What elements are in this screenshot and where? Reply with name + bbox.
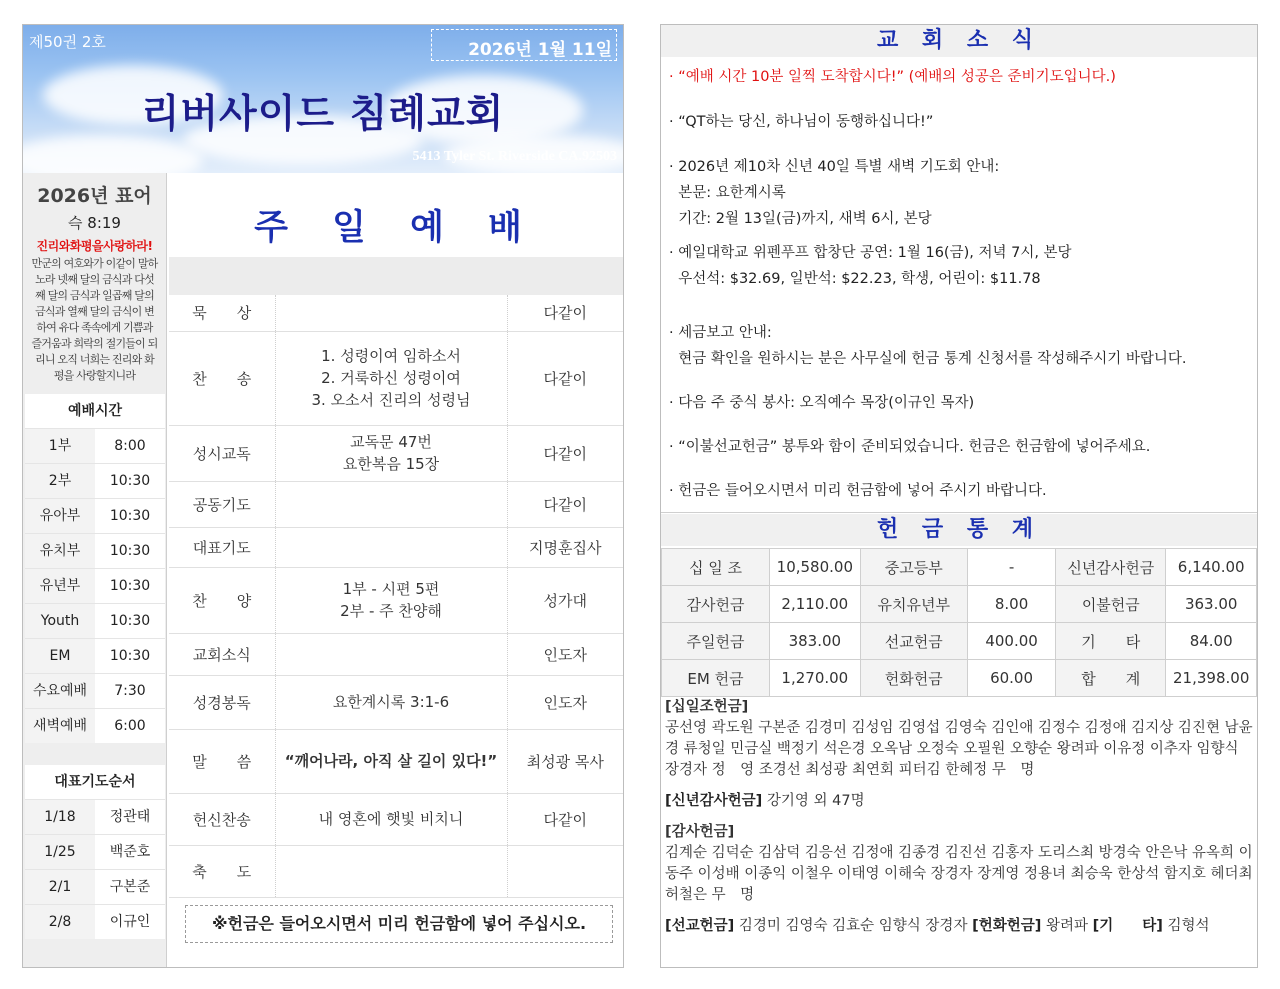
worship-leader: 다같이: [507, 481, 623, 527]
news-list: [661, 58, 1257, 513]
worship-item: 묵 상: [169, 295, 275, 331]
offering-value: 84.00: [1166, 623, 1257, 660]
worship-item: 공동기도: [169, 481, 275, 527]
header-banner: [23, 25, 623, 173]
offering-value: 363.00: [1166, 586, 1257, 623]
motto-year: 2026년 표어: [37, 185, 152, 207]
worship-content-line: 3. 오소서 진리의 성령님: [311, 391, 471, 409]
service-time-row: [25, 603, 165, 638]
worship-content: [275, 675, 507, 729]
worship-leader: 다같이: [507, 793, 623, 845]
service-time-row: [25, 498, 165, 533]
prayer-order-list: [25, 799, 165, 939]
news-line: · 헌금은 들어오시면서 미리 헌금함에 넣어 주시기 바랍니다.: [669, 483, 1047, 499]
motto-verse-line: 만군의 여호와가 이같이 말하: [31, 257, 158, 270]
service-time: 10:30: [109, 543, 151, 559]
donor-block: [665, 791, 1255, 812]
church-address: 5413 Tyler St. Riverside CA.92503: [412, 149, 617, 164]
worship-leader: 다같이: [507, 425, 623, 481]
worship-content: [275, 793, 507, 845]
offering-value: 400.00: [967, 623, 1055, 660]
worship-content-line: 요한복음 15장: [342, 455, 440, 473]
offering-value: -: [967, 549, 1055, 586]
offering-label: 유치유년부: [860, 586, 967, 623]
news-line: 우선석: $32.69, 일반석: $22.23, 학생, 어린이: $11.78: [669, 271, 1041, 287]
service-time: 6:00: [114, 718, 146, 734]
service-name: Youth: [25, 604, 95, 638]
service-name: 2부: [25, 464, 95, 498]
donor-list: [665, 697, 1255, 947]
worship-order-table: [169, 295, 623, 898]
worship-leader: 성가대: [507, 567, 623, 633]
prayer-leader: 이규인: [109, 914, 151, 930]
donor-category: [기 타]: [1092, 918, 1163, 934]
service-name: 수요예배: [25, 674, 95, 708]
news-item: [669, 320, 1187, 372]
worship-leader: 인도자: [507, 633, 623, 675]
motto-verse-line: 금식과 열째 달의 금식이 변: [35, 305, 154, 318]
worship-order-row: [169, 527, 623, 567]
worship-leader: 인도자: [507, 675, 623, 729]
donor-category: [선교헌금]: [665, 918, 735, 934]
service-time: 10:30: [109, 508, 151, 524]
motto-verse-line: 째 달의 금식과 일곱째 달의: [35, 289, 154, 302]
worship-item: 말 씀: [169, 729, 275, 793]
motto-verse-line: 노라 넷째 달의 금식과 다섯: [35, 273, 154, 286]
donor-block: [665, 697, 1255, 781]
worship-item: 찬 송: [169, 331, 275, 425]
offering-label: 신년감사헌금: [1056, 549, 1166, 586]
donor-category: [신년감사헌금]: [665, 793, 763, 809]
service-time: 8:00: [114, 438, 146, 454]
donor-names: 김형석: [1167, 918, 1210, 934]
news-item: [669, 154, 999, 232]
news-item: [669, 390, 974, 416]
worship-leader: [507, 845, 623, 897]
offering-label: 십 일 조: [662, 549, 770, 586]
worship-content: [275, 729, 507, 793]
offering-value: 8.00: [967, 586, 1055, 623]
prayer-date: 2/1: [25, 870, 95, 904]
worship-item: 성경봉독: [169, 675, 275, 729]
worship-content: [275, 633, 507, 675]
prayer-date: 1/25: [25, 835, 95, 869]
service-name: 유치부: [25, 534, 95, 568]
prayer-date: 1/18: [25, 800, 95, 834]
offering-label: 감사헌금: [662, 586, 770, 623]
offering-table: [661, 548, 1257, 697]
worship-order-row: [169, 729, 623, 793]
donor-category: [헌화헌금]: [972, 918, 1042, 934]
service-time-row: [25, 428, 165, 463]
news-line: · “QT하는 당신, 하나님이 동행하십니다!”: [669, 114, 934, 130]
prayer-order-title: 대표기도순서: [54, 774, 136, 790]
offering-title: 헌 금 통 계: [661, 514, 1257, 546]
news-line: 기간: 2월 13일(금)까지, 새벽 6시, 본당: [669, 211, 932, 227]
prayer-leader: 정관태: [109, 809, 151, 825]
prayer-order-box: [25, 765, 165, 939]
worship-order-row: [169, 481, 623, 527]
worship-order-row: [169, 675, 623, 729]
offering-label: EM 헌금: [662, 660, 770, 697]
news-line: · “이불선교헌금” 봉투와 함이 준비되었습니다. 헌금은 헌금함에 넣어주세요.: [669, 439, 1151, 455]
donor-names: 공선영 곽도원 구본준 김경미 김성임 김영섭 김영숙 김인애 김정수 김정애 김지상 김진현 남윤경 류청일 민금실 백정기 석은경 오옥남 오정숙 오필원 오향순 왕려파 이유정 이추자 임향식 장경자 정 영 조경선 최성광 최연회 피터김 한혜정 무 명: [665, 720, 1253, 778]
offering-value: 10,580.00: [770, 549, 861, 586]
news-line: 현금 확인을 원하시는 분은 사무실에 헌금 통계 신청서를 작성해주시기 바랍니다.: [669, 351, 1187, 367]
worship-order-row: [169, 633, 623, 675]
offering-row: [662, 586, 1257, 623]
offering-label: 이불헌금: [1056, 586, 1166, 623]
news-line: · 다음 주 중식 봉사: 오직예수 목장(이규인 목자): [669, 395, 975, 411]
offering-value: 383.00: [770, 623, 861, 660]
news-line: · 세금보고 안내:: [669, 325, 772, 341]
prayer-order-row: [25, 869, 165, 904]
worship-item: 교회소식: [169, 633, 275, 675]
church-name: 리버사이드 침례교회: [141, 92, 505, 137]
news-item: [669, 109, 933, 135]
offering-value: 6,140.00: [1166, 549, 1257, 586]
offering-row: [662, 623, 1257, 660]
worship-order-row: [169, 567, 623, 633]
motto-verse-line: 하여 유다 족속에게 기쁨과: [36, 321, 153, 334]
worship-content: [275, 527, 507, 567]
service-time-row: [25, 708, 165, 743]
prayer-date: 2/8: [25, 905, 95, 939]
worship-title: 주 일 예 배: [254, 208, 538, 248]
service-name: EM: [25, 639, 95, 673]
worship-order-row: [169, 425, 623, 481]
motto-verse: [23, 256, 166, 384]
motto-verse-line: 평을 사랑할지니라: [53, 369, 136, 382]
prayer-order-row: [25, 834, 165, 869]
worship-content-line: 교독문 47번: [350, 433, 432, 451]
donor-block: [665, 916, 1255, 937]
service-time: 7:30: [114, 683, 146, 699]
worship-content: [275, 331, 507, 425]
offering-label: 주일헌금: [662, 623, 770, 660]
worship-order-row: [169, 295, 623, 331]
service-time-row: [25, 638, 165, 673]
service-times-box: [25, 394, 165, 743]
offering-notice: ※헌금은 들어오시면서 미리 헌금함에 넣어 주십시오.: [185, 905, 613, 943]
worship-content-line: 2부 - 주 찬양해: [340, 602, 442, 620]
offering-label: 중고등부: [860, 549, 967, 586]
worship-content: [275, 425, 507, 481]
service-time-row: [25, 568, 165, 603]
bulletin-date: 2026년 1월 11일: [431, 29, 617, 61]
worship-leader: 지명훈집사: [507, 527, 623, 567]
donor-category: [감사헌금]: [665, 824, 735, 840]
service-name: 새벽예배: [25, 709, 95, 743]
service-time: 10:30: [109, 648, 151, 664]
worship-order-row: [169, 845, 623, 897]
donor-names: 김경미 김영숙 김효순 임향식 장경자: [738, 918, 968, 934]
worship-content: [275, 295, 507, 331]
worship-item: 대표기도: [169, 527, 275, 567]
motto-verse-line: 즐거움과 희락의 절기들이 되: [31, 337, 158, 350]
news-item: [669, 240, 1072, 292]
offering-row: [662, 660, 1257, 697]
donor-block: [665, 822, 1255, 906]
bulletin-inside: [660, 24, 1258, 968]
worship-content: [275, 845, 507, 897]
news-item: [669, 434, 1150, 460]
service-time-row: [25, 533, 165, 568]
service-time-row: [25, 463, 165, 498]
worship-order-row: [169, 793, 623, 845]
motto-headline: 진리와화평을사랑하라!: [36, 239, 153, 253]
sidebar: [23, 173, 167, 967]
worship-content-line: 내 영혼에 햇빛 비치니: [318, 810, 464, 828]
service-time: 10:30: [109, 613, 151, 629]
news-line: · 예일대학교 위펜푸프 합창단 공연: 1월 16(금), 저녁 7시, 본당: [669, 245, 1072, 261]
donor-names: 왕려파: [1045, 918, 1088, 934]
offering-label: 헌화헌금: [860, 660, 967, 697]
volume-label: 제50권 2호: [29, 33, 106, 51]
title-divider: [169, 257, 623, 295]
worship-leader: 다같이: [507, 331, 623, 425]
offering-label: 기 타: [1056, 623, 1166, 660]
service-name: 유년부: [25, 569, 95, 603]
service-time: 10:30: [109, 578, 151, 594]
worship-content-line: 요한계시록 3:1-6: [332, 693, 450, 711]
news-title: 교 회 소 식: [661, 25, 1257, 57]
news-line: · “예배 시간 10분 일찍 도착합시다!” (예배의 성공은 준비기도입니다.): [669, 69, 1116, 85]
worship-content-line: “깨어나라, 아직 살 길이 있다!”: [284, 752, 498, 770]
service-time-row: [25, 673, 165, 708]
news-item: [669, 478, 1047, 504]
motto-reference: 슥 8:19: [68, 214, 121, 232]
offering-value: 21,398.00: [1166, 660, 1257, 697]
worship-content-line: 1. 성령이여 임하소서: [321, 347, 461, 365]
service-times-title: 예배시간: [67, 403, 123, 419]
news-line: · 2026년 제10차 신년 40일 특별 새벽 기도회 안내:: [669, 159, 1000, 175]
worship-leader: 최성광 목사: [507, 729, 623, 793]
service-name: 유아부: [25, 499, 95, 533]
offering-label: 선교헌금: [860, 623, 967, 660]
worship-order-row: [169, 331, 623, 425]
donor-names: 김계순 김덕순 김삼덕 김응선 김정애 김종경 김진선 김홍자 도리스최 방경숙 안은낙 유옥희 이동주 이성배 이종익 이철우 이태영 이해숙 장경자 장계영 정용녀 최승욱 한상석 함지호 헤더최 허철은 무 명: [665, 845, 1253, 903]
donor-category: [십일조헌금]: [665, 699, 749, 715]
offering-label: 합 계: [1056, 660, 1166, 697]
worship-item: 찬 양: [169, 567, 275, 633]
news-item: [669, 64, 1116, 90]
offering-value: 60.00: [967, 660, 1055, 697]
prayer-order-row: [25, 799, 165, 834]
offering-row: [662, 549, 1257, 586]
worship-content: [275, 567, 507, 633]
donor-names: 강기영 외 47명: [766, 793, 865, 809]
worship-content-line: 1부 - 시편 5편: [342, 580, 440, 598]
bulletin-cover: [22, 24, 624, 968]
offering-value: 1,270.00: [770, 660, 861, 697]
news-line: 본문: 요한계시록: [669, 185, 786, 201]
worship-item: 축 도: [169, 845, 275, 897]
worship-item: 헌신찬송: [169, 793, 275, 845]
service-name: 1부: [25, 429, 95, 463]
worship-leader: 다같이: [507, 295, 623, 331]
prayer-leader: 백준호: [109, 844, 151, 860]
offering-value: 2,110.00: [770, 586, 861, 623]
motto-verse-line: 리니 오직 너희는 진리와 화: [35, 353, 154, 366]
service-times-list: [25, 428, 165, 743]
worship-content: [275, 481, 507, 527]
prayer-leader: 구본준: [109, 879, 151, 895]
worship-item: 성시교독: [169, 425, 275, 481]
prayer-order-row: [25, 904, 165, 939]
worship-content-line: 2. 거룩하신 성령이여: [321, 369, 461, 387]
service-time: 10:30: [109, 473, 151, 489]
